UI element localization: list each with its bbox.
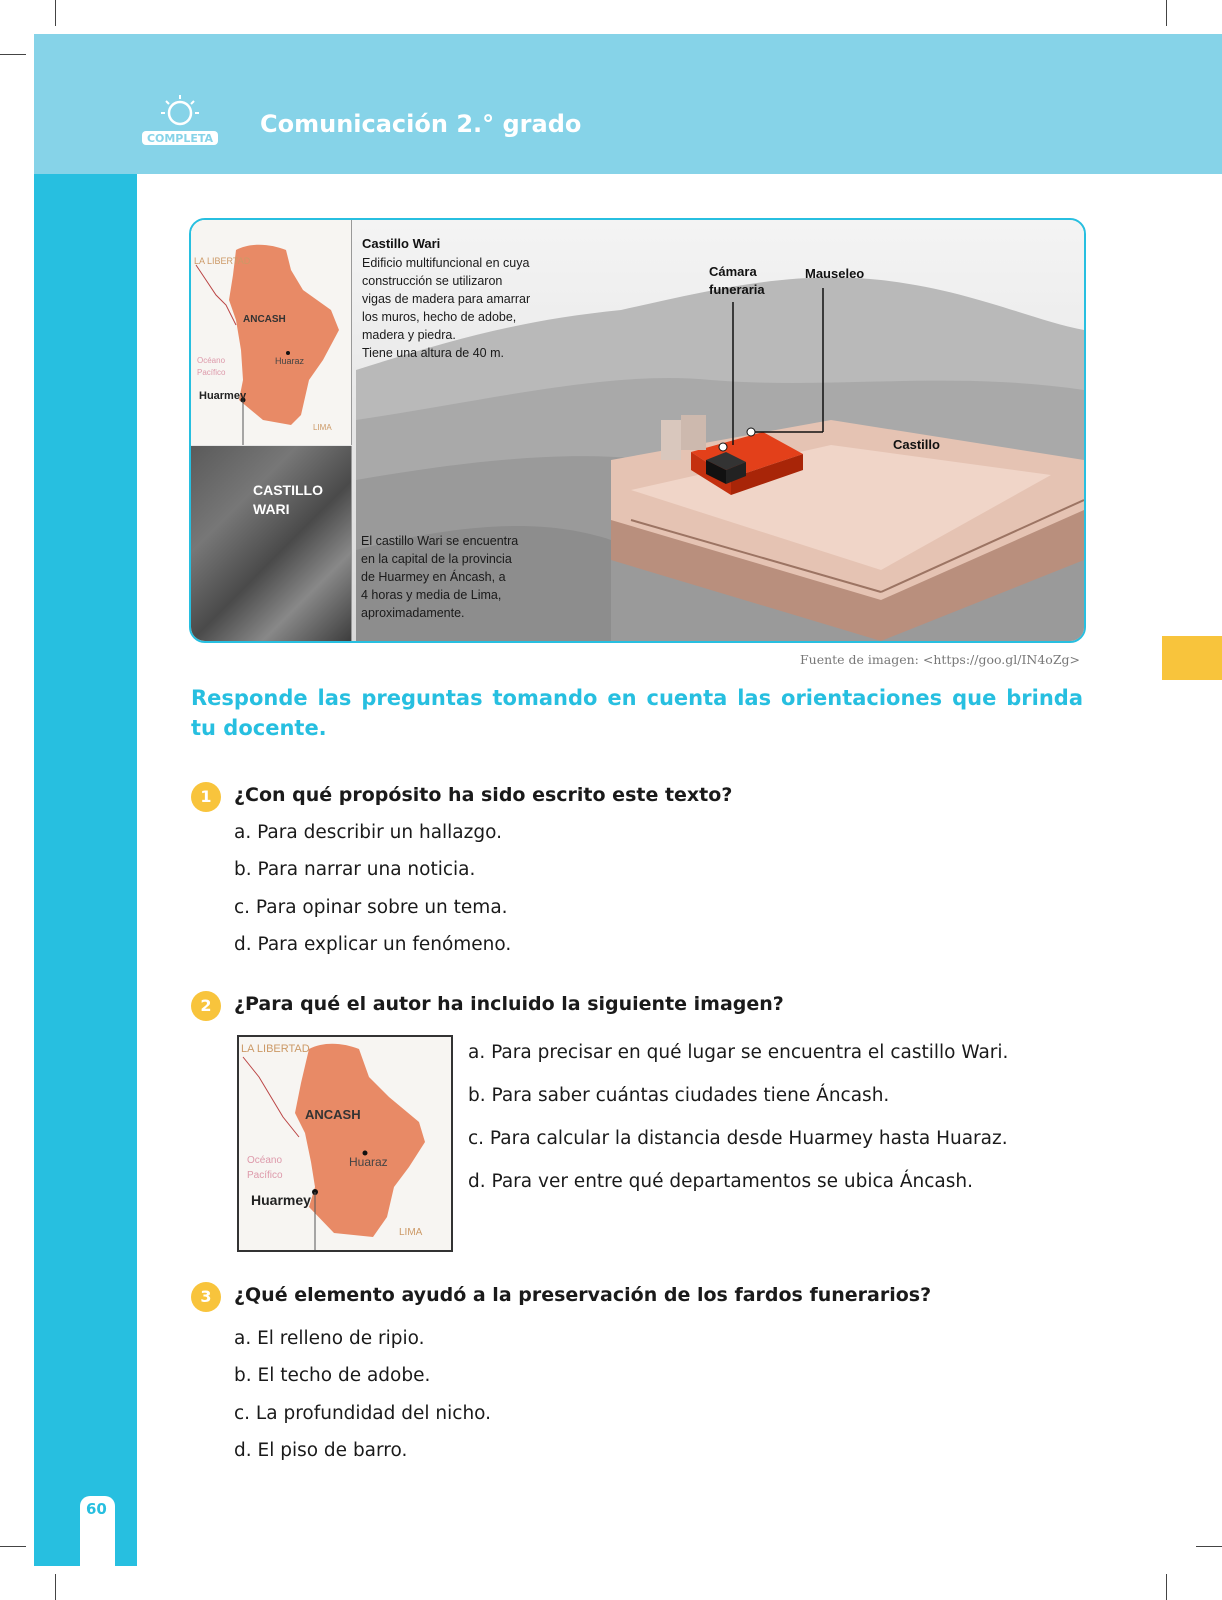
crop-mark bbox=[0, 1546, 26, 1547]
instruction-heading: Responde las preguntas tomando en cuenta las orientaciones que brinda tu docente. bbox=[191, 686, 1083, 740]
svg-text:COMPLETA: COMPLETA bbox=[146, 132, 214, 145]
ancash-map bbox=[237, 1035, 453, 1252]
castle-description-line: Tiene una altura de 40 m. bbox=[362, 346, 504, 360]
castle-description-line: Edificio multifuncional en cuya bbox=[362, 256, 530, 270]
page-title: Comunicación 2.° grado bbox=[260, 110, 582, 138]
image-source: Fuente de imagen: <https://goo.gl/IN4oZg> bbox=[799, 652, 1080, 667]
location-description-line: de Huarmey en Áncash, a bbox=[361, 570, 506, 584]
jornada-escolar-logo bbox=[140, 93, 220, 155]
map-label-pacifico: Pacífico bbox=[247, 1170, 283, 1181]
castillo-wari-infographic bbox=[189, 218, 1086, 643]
answer-option: a. Para precisar en qué lugar se encuentra el castillo Wari. bbox=[468, 1042, 1009, 1063]
crop-mark bbox=[1166, 1574, 1167, 1600]
crop-mark bbox=[1166, 0, 1167, 26]
answer-option: c. Para opinar sobre un tema. bbox=[234, 897, 508, 918]
answer-option: a. El relleno de ripio. bbox=[234, 1328, 425, 1349]
map-label-ancash: ANCASH bbox=[243, 314, 286, 325]
map-label-libertad: LA LIBERTAD bbox=[241, 1043, 310, 1055]
answer-option: b. Para narrar una noticia. bbox=[234, 859, 476, 880]
location-description-line: 4 horas y media de Lima, bbox=[361, 588, 502, 602]
location-description-line: en la capital de la provincia bbox=[361, 552, 512, 566]
satellite-label-line2: WARI bbox=[253, 501, 290, 517]
castle-description-line: vigas de madera para amarrar bbox=[362, 292, 531, 306]
location-description-line: aproximadamente. bbox=[361, 606, 465, 620]
label-camara-line1: Cámara bbox=[709, 264, 757, 279]
label-castillo: Castillo bbox=[893, 437, 940, 452]
map-label-pacifico: Pacífico bbox=[197, 368, 226, 377]
map-label-huarmey: Huarmey bbox=[199, 390, 247, 402]
location-map bbox=[191, 220, 352, 445]
castle-title: Castillo Wari bbox=[362, 236, 441, 251]
question-number: 1 bbox=[191, 782, 221, 812]
answer-option: a. Para describir un hallazgo. bbox=[234, 822, 502, 843]
map-label-lima: LIMA bbox=[399, 1227, 423, 1238]
question-text: ¿Para qué el autor ha incluido la siguiente imagen? bbox=[234, 993, 784, 1015]
map-label-lima: LIMA bbox=[313, 423, 332, 432]
satellite-label-line1: CASTILLO bbox=[253, 482, 323, 498]
answer-option: c. Para calcular la distancia desde Huarmey hasta Huaraz. bbox=[468, 1128, 1008, 1149]
question-text: ¿Qué elemento ayudó a la preservación de los fardos funerarios? bbox=[234, 1284, 932, 1306]
castle-description-line: madera y piedra. bbox=[362, 328, 456, 342]
map-label-huaraz: Huaraz bbox=[349, 1155, 388, 1169]
label-camara-line2: funeraria bbox=[709, 282, 765, 297]
answer-option: d. Para ver entre qué departamentos se ubica Áncash. bbox=[468, 1171, 974, 1192]
question-number: 3 bbox=[191, 1282, 221, 1312]
crop-mark bbox=[0, 54, 26, 55]
map-label-libertad: LA LIBERTAD bbox=[194, 256, 251, 266]
answer-option: d. El piso de barro. bbox=[234, 1440, 408, 1461]
map-label-huarmey: Huarmey bbox=[251, 1192, 311, 1208]
map-label-oceano: Océano bbox=[247, 1155, 283, 1166]
page-number: 60 bbox=[86, 1500, 107, 1518]
answer-option: b. El techo de adobe. bbox=[234, 1365, 431, 1386]
map-label-ancash: ANCASH bbox=[305, 1107, 361, 1122]
left-sidebar bbox=[34, 174, 137, 1566]
crop-mark bbox=[1196, 1546, 1222, 1547]
satellite-image bbox=[191, 446, 352, 641]
castle-description-line: construcción se utilizaron bbox=[362, 274, 503, 288]
question-number: 2 bbox=[191, 991, 221, 1021]
section-tab bbox=[1162, 636, 1222, 680]
answer-option: d. Para explicar un fenómeno. bbox=[234, 934, 512, 955]
answer-option: b. Para saber cuántas ciudades tiene Áncash. bbox=[468, 1085, 890, 1106]
castle-description-line: los muros, hecho de adobe, bbox=[362, 310, 517, 324]
crop-mark bbox=[55, 1574, 56, 1600]
question-text: ¿Con qué propósito ha sido escrito este texto? bbox=[234, 784, 733, 806]
label-mauseleo: Mauseleo bbox=[805, 266, 865, 281]
location-description-line: El castillo Wari se encuentra bbox=[361, 534, 519, 548]
crop-mark bbox=[55, 0, 56, 26]
answer-option: c. La profundidad del nicho. bbox=[234, 1403, 492, 1424]
map-label-oceano: Océano bbox=[197, 356, 226, 365]
map-label-huaraz: Huaraz bbox=[275, 356, 305, 366]
